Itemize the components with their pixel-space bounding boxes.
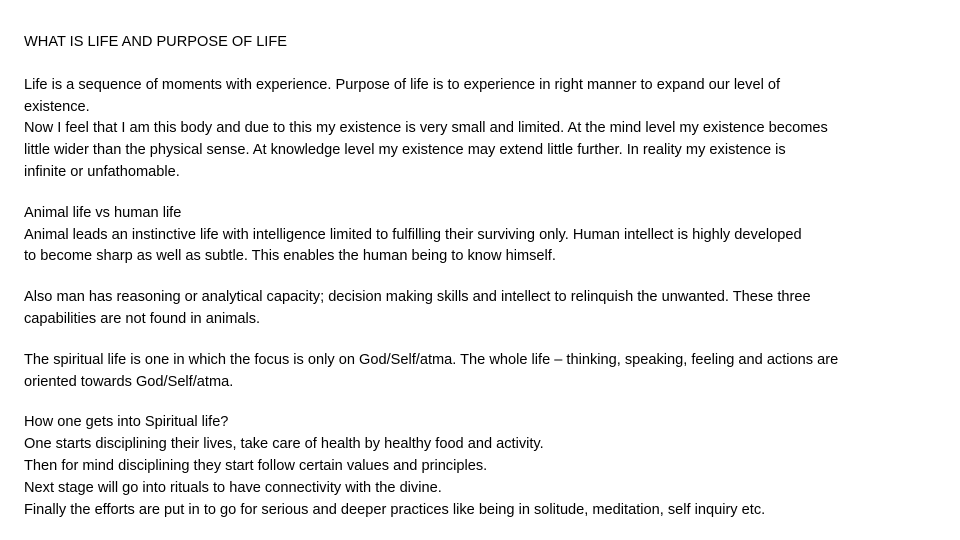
title-text: WHAT IS LIFE AND PURPOSE OF LIFE bbox=[24, 34, 288, 50]
animal-paragraph bbox=[24, 203, 949, 268]
reasoning-paragraph bbox=[24, 287, 949, 331]
spiritual-paragraph bbox=[24, 350, 949, 394]
paragraph-gap bbox=[24, 331, 949, 350]
life-paragraph bbox=[24, 75, 949, 184]
paragraph-gap bbox=[24, 184, 949, 203]
paragraph-gap bbox=[24, 393, 949, 412]
slide-content bbox=[24, 32, 949, 521]
text-line: oriented towards God/Self/atma. bbox=[24, 373, 234, 390]
text-line: The spiritual life is one in which the focus is only on God/Self/atma. The whole life – thinking, speaking, feeling and actions are bbox=[24, 351, 839, 368]
text-line: Animal life vs human life bbox=[24, 204, 182, 221]
paragraph-gap bbox=[24, 268, 949, 287]
text-line: Also man has reasoning or analytical capacity; decision making skills and intellect to relinquish the unwanted. These three bbox=[24, 289, 811, 306]
text-line: infinite or unfathomable. bbox=[24, 163, 180, 180]
text-line: Life is a sequence of moments with experience. Purpose of life is to experience in right manner to expand our level of bbox=[24, 76, 781, 93]
text-line: capabilities are not found in animals. bbox=[24, 310, 261, 327]
text-line: to become sharp as well as subtle. This enables the human being to know himself. bbox=[24, 248, 556, 265]
text-line: Then for mind disciplining they start follow certain values and principles. bbox=[24, 457, 488, 474]
text-line: One starts disciplining their lives, take care of health by healthy food and activity. bbox=[24, 436, 544, 453]
text-line: Animal leads an instinctive life with intelligence limited to fulfilling their surviving only. Human intellect is highly developed bbox=[24, 226, 802, 243]
text-line: existence. bbox=[24, 98, 90, 115]
text-line: Finally the efforts are put in to go for serious and deeper practices like being in solitude, meditation, self inquiry etc. bbox=[24, 501, 766, 518]
page-title bbox=[24, 32, 949, 54]
text-line: Next stage will go into rituals to have connectivity with the divine. bbox=[24, 479, 442, 496]
text-line: How one gets into Spiritual life? bbox=[24, 414, 229, 431]
how-paragraph bbox=[24, 412, 949, 521]
text-line: Now I feel that I am this body and due to this my existence is very small and limited. At the mind level my existence becomes bbox=[24, 120, 828, 137]
text-line: little wider than the physical sense. At knowledge level my existence may extend little further. In reality my existence is bbox=[24, 142, 786, 159]
